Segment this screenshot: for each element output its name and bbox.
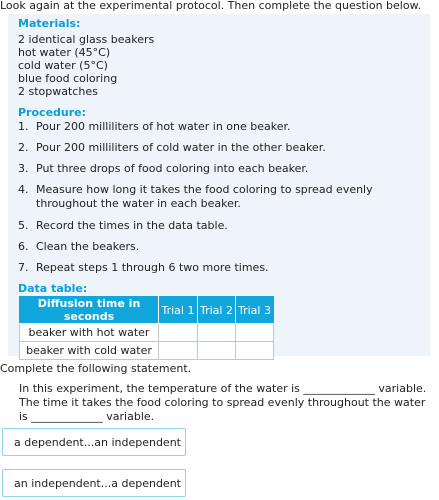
column-header: Trial 3 — [236, 297, 274, 324]
step-number: 2. — [18, 141, 29, 154]
data-table — [19, 296, 274, 360]
column-header: Trial 1 — [159, 297, 198, 324]
choice-label: an independent...a dependent — [14, 477, 181, 490]
materials-item: 2 stopwatches — [18, 85, 98, 98]
materials-item: cold water (5°C) — [18, 59, 108, 72]
table-row — [20, 342, 274, 360]
procedure-step — [18, 219, 408, 233]
step-number: 4. — [18, 183, 29, 196]
procedure-step — [18, 141, 408, 155]
row-label: beaker with hot water — [20, 324, 159, 342]
step-text: Put three drops of food coloring into each beaker. — [36, 162, 309, 175]
materials-item: 2 identical glass beakers — [18, 33, 155, 46]
data-table-heading: Data table: — [18, 282, 88, 295]
row-label: beaker with cold water — [20, 342, 159, 360]
materials-item: hot water (45°C) — [18, 46, 111, 59]
answer-choice-dependent-independent[interactable] — [2, 428, 186, 456]
table-cell — [236, 342, 274, 360]
materials-heading: Materials: — [18, 17, 81, 30]
step-text: Record the times in the data table. — [36, 219, 228, 232]
procedure-step — [18, 261, 408, 275]
table-cell — [198, 342, 236, 360]
procedure-heading: Procedure: — [18, 106, 87, 119]
step-number: 1. — [18, 120, 29, 133]
step-text: Measure how long it takes the food coloring to spread evenly throughout the water in each beaker. — [36, 183, 373, 210]
table-cell — [236, 324, 274, 342]
choice-label: a dependent...an independent — [14, 436, 181, 449]
step-text: Pour 200 milliliters of hot water in one beaker. — [36, 120, 291, 133]
table-header-row — [20, 297, 274, 324]
table-cell — [159, 342, 198, 360]
question-prompt: Complete the following statement. — [0, 362, 192, 375]
materials-list — [18, 33, 154, 98]
step-number: 6. — [18, 240, 29, 253]
step-text: Clean the beakers. — [36, 240, 140, 253]
materials-item: blue food coloring — [18, 72, 118, 85]
step-number: 7. — [18, 261, 29, 274]
table-cell — [159, 324, 198, 342]
procedure-step — [18, 240, 408, 254]
column-header: Diffusion time in seconds — [20, 297, 159, 324]
procedure-step — [18, 183, 408, 211]
table-cell — [198, 324, 236, 342]
column-header: Trial 2 — [198, 297, 236, 324]
table-row — [20, 324, 274, 342]
fill-in-statement: In this experiment, the temperature of the water is _____________ variable. The time it takes the food coloring to spread evenly throughout the water is _____________ variable. — [19, 382, 427, 423]
step-number: 3. — [18, 162, 29, 175]
step-text: Pour 200 milliliters of cold water in the other beaker. — [36, 141, 326, 154]
answer-choice-independent-dependent[interactable] — [2, 469, 186, 497]
step-number: 5. — [18, 219, 29, 232]
step-text: Repeat steps 1 through 6 two more times. — [36, 261, 269, 274]
instructions-text: Look again at the experimental protocol. Then complete the question below. — [0, 0, 422, 12]
experimental-protocol-panel — [8, 14, 430, 356]
procedure-step — [18, 162, 408, 176]
procedure-step — [18, 120, 408, 134]
